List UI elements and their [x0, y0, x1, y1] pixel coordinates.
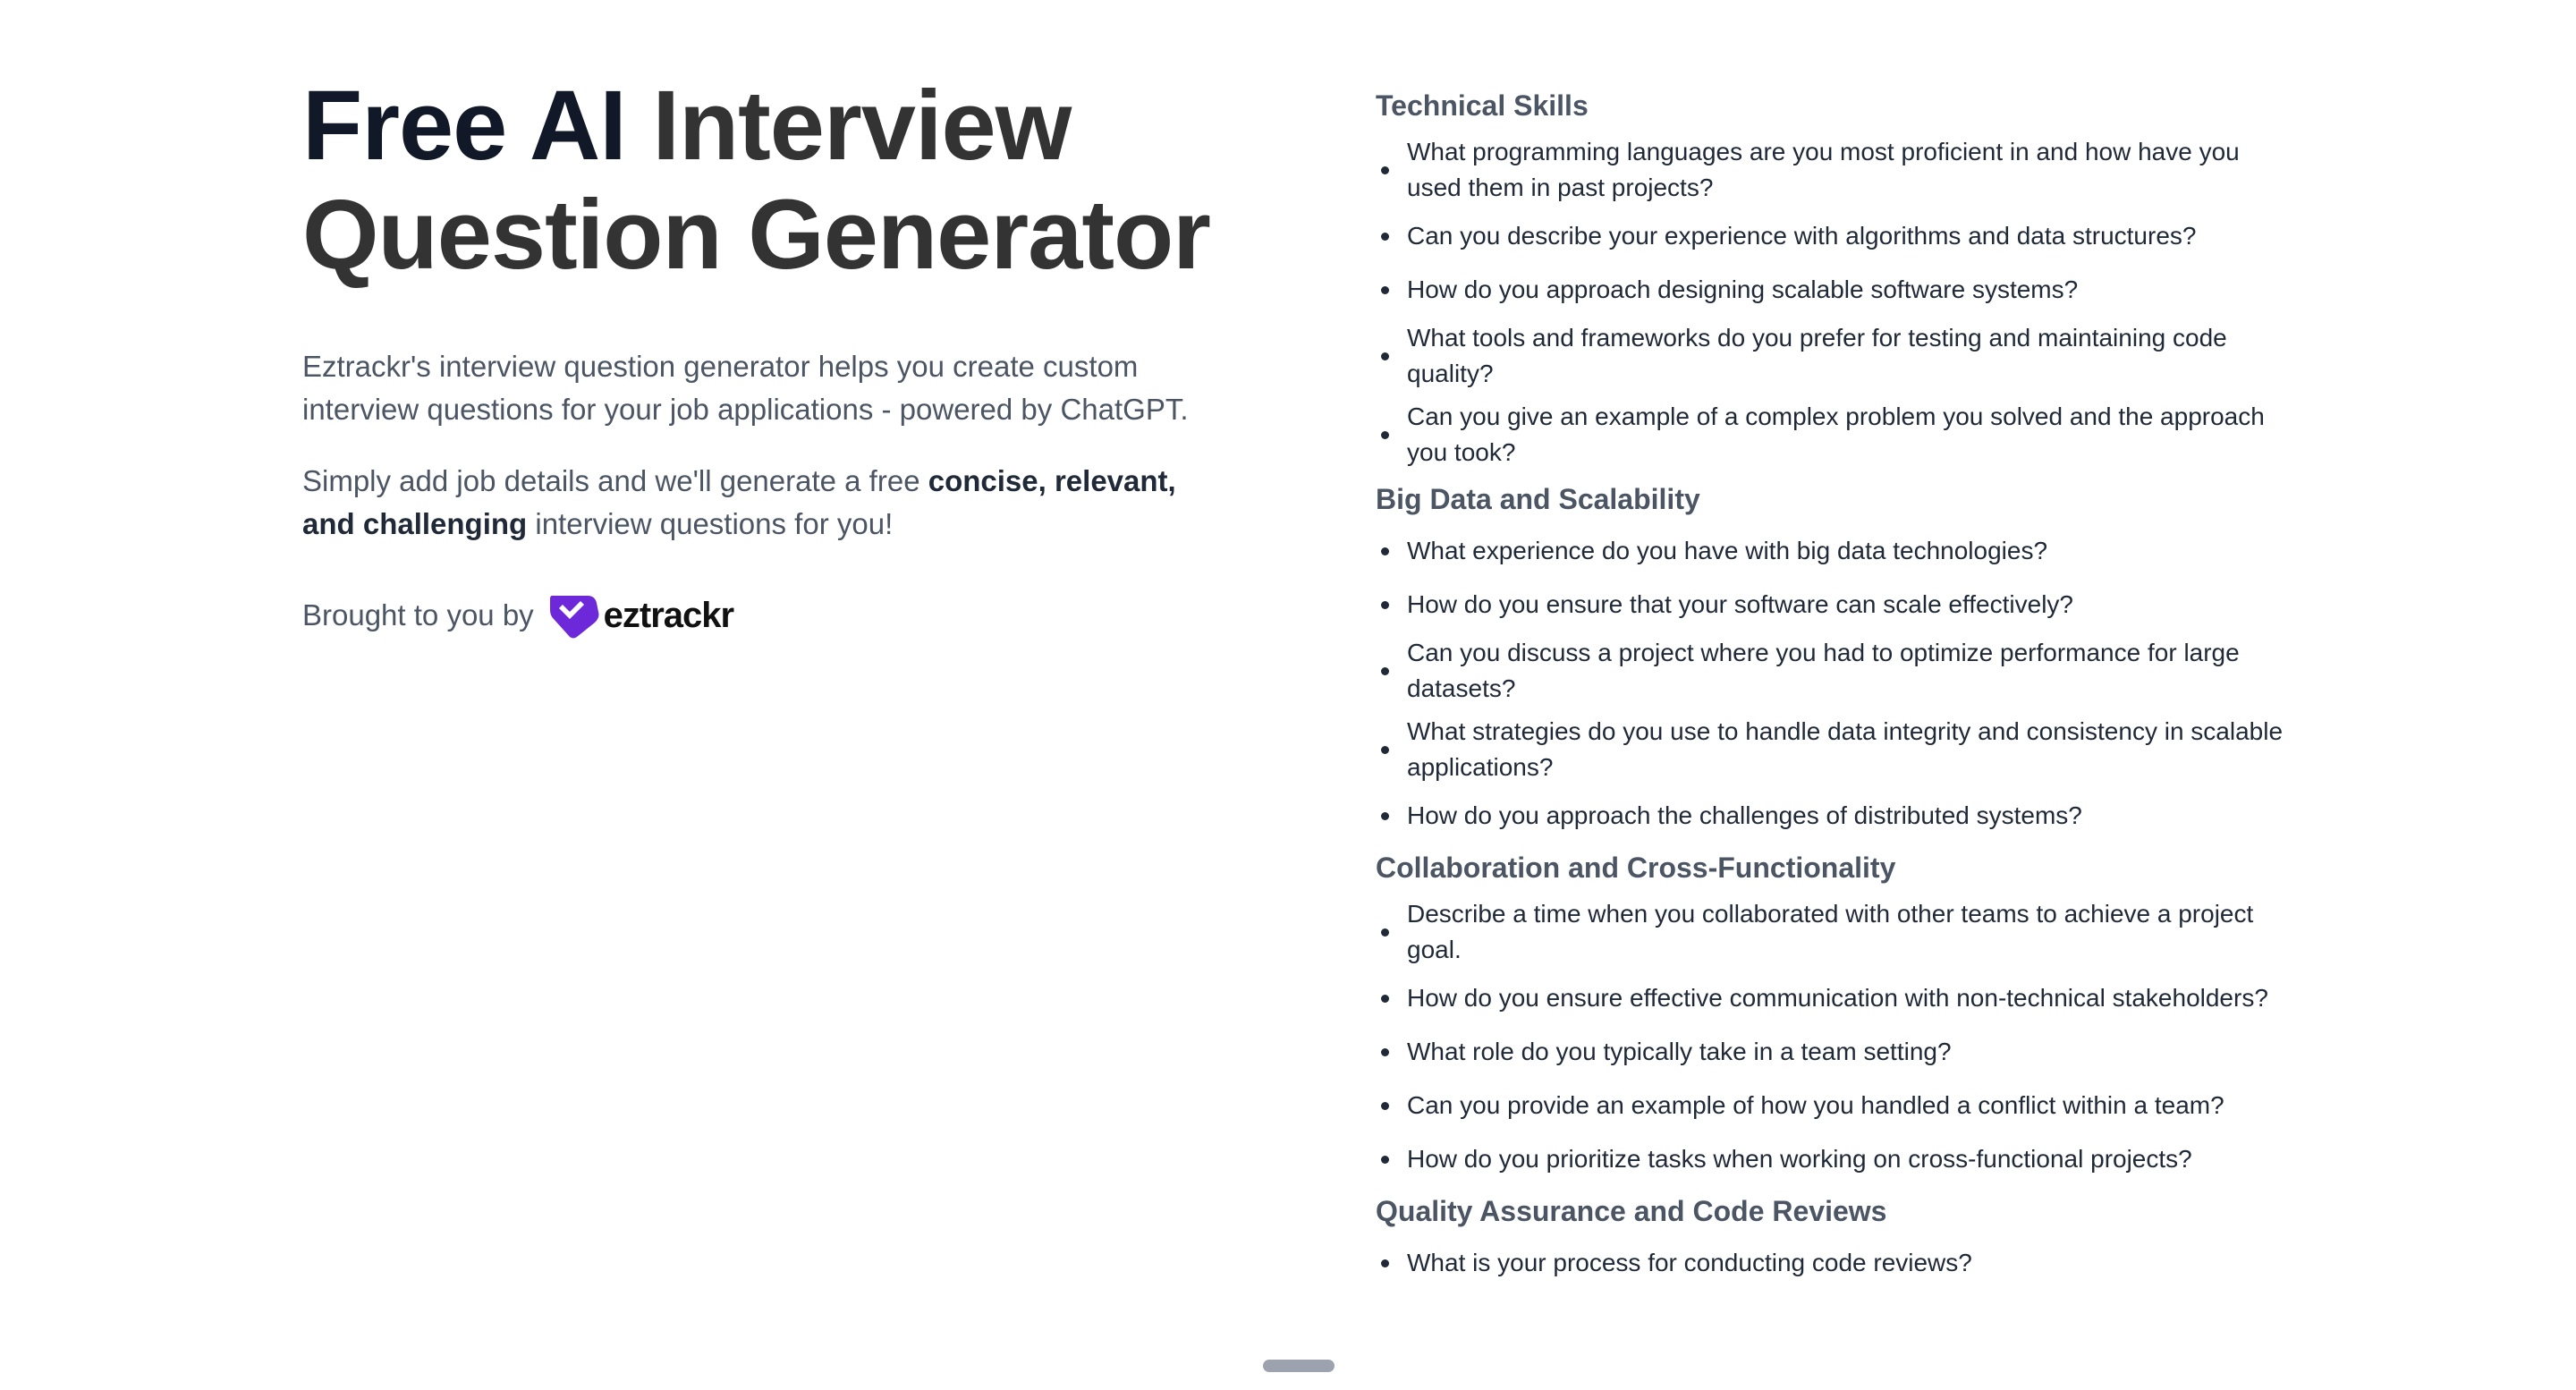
cta-text [302, 460, 1233, 546]
question-item: Can you provide an example of how you handled a conflict within a team? [1376, 1082, 2288, 1129]
section-title: Quality Assurance and Code Reviews [1376, 1195, 1887, 1227]
question-list [1376, 896, 2288, 1182]
scroll-handle[interactable] [1263, 1360, 1335, 1372]
intro-text: Eztrackr's interview question generator helps you create custom interview questions for your job applications - powered by ChatGPT. [302, 350, 1189, 426]
question-item: What tools and frameworks do you prefer for testing and maintaining code quality? [1376, 320, 2288, 392]
question-list [1376, 1240, 2288, 1286]
question-item: What experience do you have with big data technologies? [1376, 528, 2288, 574]
brought-by-row [302, 592, 1233, 639]
page-title [302, 72, 1233, 290]
section-title: Technical Skills [1376, 89, 1589, 122]
question-item: Can you describe your experience with algorithms and data structures? [1376, 213, 2288, 259]
question-item: What is your process for conducting code reviews? [1376, 1240, 2288, 1286]
eztrackr-tag-icon [548, 592, 602, 639]
question-item: How do you ensure effective communication with non-technical stakeholders? [1376, 975, 2288, 1021]
question-item: How do you approach the challenges of distributed systems? [1376, 792, 2288, 839]
cta-bold: concise, relevant, and challenging [302, 464, 1176, 540]
question-list [1376, 528, 2288, 839]
brand-name: eztrackr [603, 595, 734, 635]
question-item: How do you prioritize tasks when working on cross-functional projects? [1376, 1136, 2288, 1182]
question-item: Can you discuss a project where you had to optimize performance for large datasets? [1376, 635, 2288, 707]
question-item: How do you approach designing scalable software systems? [1376, 267, 2288, 313]
section-title: Collaboration and Cross-Functionality [1376, 852, 1896, 884]
cta-after: interview questions for you! [527, 507, 894, 540]
title-highlight: Free AI [302, 71, 626, 181]
brought-by-label: Brought to you by [302, 598, 534, 631]
title-rest: Interview Question Generator [302, 71, 1210, 290]
cta-before: Simply add job details and we'll generate a free [302, 464, 928, 497]
eztrackr-logo-link[interactable] [548, 592, 733, 639]
section-title: Big Data and Scalability [1376, 483, 1700, 515]
questions-panel [1376, 84, 2288, 1293]
question-item: Describe a time when you collaborated with other teams to achieve a project goal. [1376, 896, 2288, 968]
question-item: How do you ensure that your software can scale effectively? [1376, 581, 2288, 628]
question-item: Can you give an example of a complex problem you solved and the approach you took? [1376, 399, 2288, 470]
question-item: What role do you typically take in a team setting? [1376, 1029, 2288, 1075]
hero-panel [302, 72, 1233, 639]
question-item: What programming languages are you most proficient in and how have you used them in past projects? [1376, 134, 2288, 206]
question-item: What strategies do you use to handle data integrity and consistency in scalable applications? [1376, 714, 2288, 785]
question-list [1376, 134, 2288, 470]
